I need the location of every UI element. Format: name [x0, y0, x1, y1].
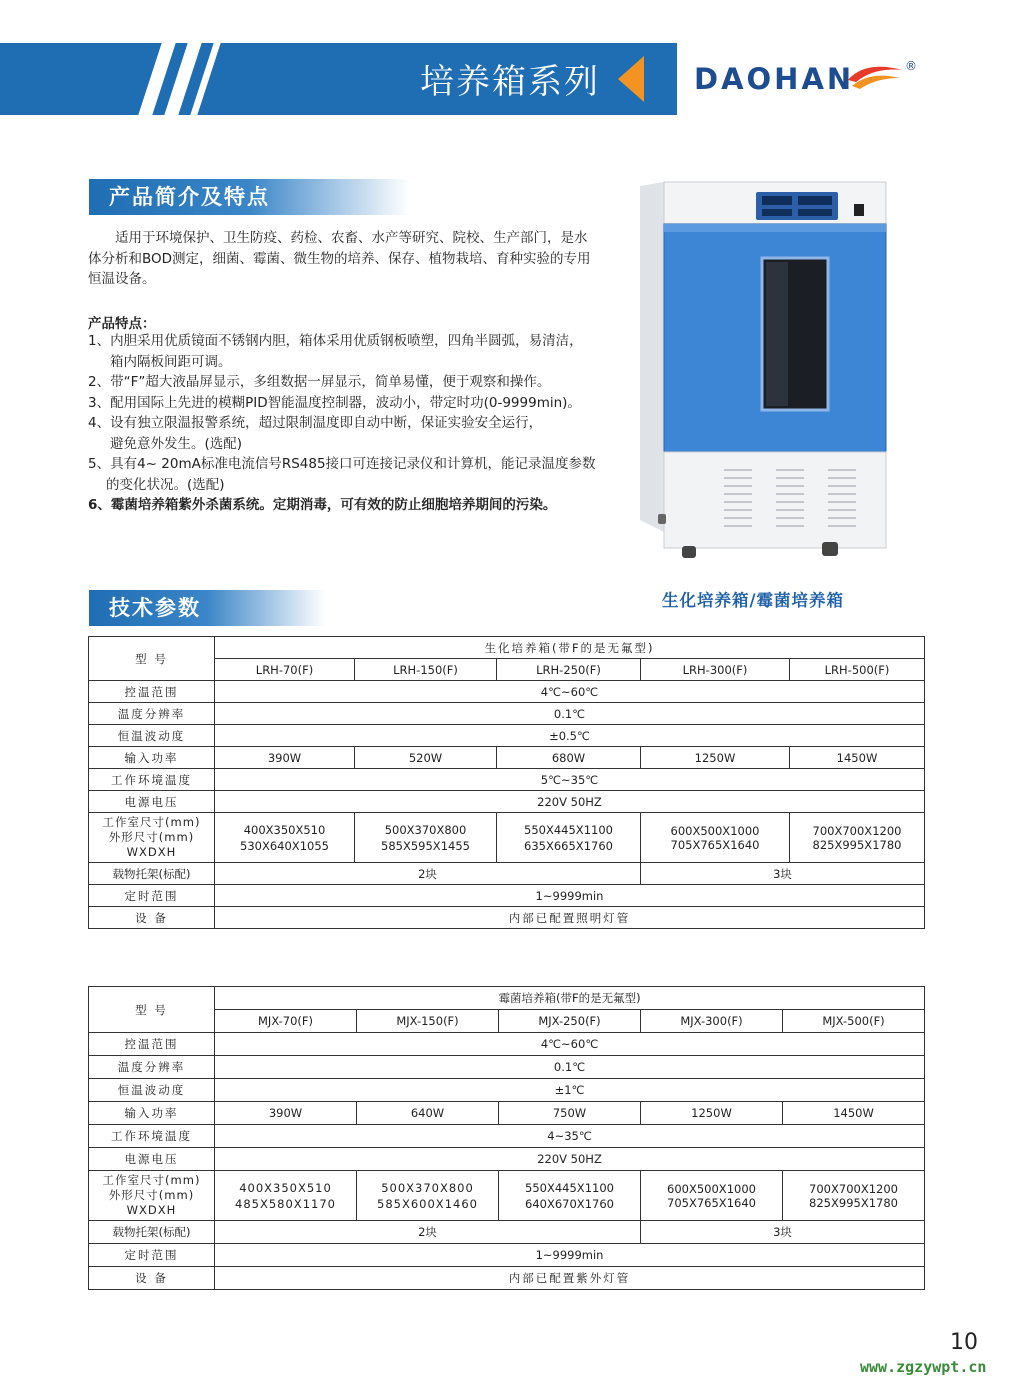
dims-label-line: 工作室尺寸(mm) [102, 1173, 201, 1187]
outer-size: 485X580X1170 [235, 1196, 336, 1211]
row-label: 控温范围 [89, 681, 215, 703]
outer-size: 825X995X1780 [812, 837, 902, 852]
page-number: 10 [950, 1330, 978, 1355]
chamber-size: 400X350X510 [239, 1180, 332, 1195]
dims-cell [215, 813, 355, 863]
row-value: 220V 50HZ [215, 791, 925, 813]
shelves-value: 3块 [641, 1221, 925, 1244]
dims-cell [497, 813, 641, 863]
power-value: 390W [215, 1102, 357, 1125]
row-label: 电源电压 [89, 1148, 215, 1171]
chamber-size: 600X500X1000 [670, 823, 760, 838]
row-label: 设 备 [89, 1267, 215, 1290]
website-watermark: www.zgzywpt.cn [860, 1358, 987, 1376]
spec-heading: 技术参数 [89, 590, 325, 626]
outer-size: 640X670X1760 [525, 1196, 614, 1211]
model-name: LRH-70(F) [215, 659, 355, 681]
row-value: 4℃~60℃ [215, 1033, 925, 1056]
feature-item: 6、霉菌培养箱紫外杀菌系统。定期消毒，可有效的防止细胞培养期间的污染。 [88, 497, 557, 513]
power-value: 640W [357, 1102, 499, 1125]
model-name: LRH-300(F) [641, 659, 790, 681]
features-title: 产品特点： [88, 316, 156, 332]
row-value: ±0.5℃ [215, 725, 925, 747]
dims-cell [357, 1171, 499, 1221]
chamber-size: 700X700X1200 [809, 1181, 898, 1196]
power-value: 680W [497, 747, 641, 769]
model-label: 型 号 [89, 637, 215, 681]
row-value: 4~35℃ [215, 1125, 925, 1148]
outer-size: 705X765X1640 [667, 1195, 756, 1210]
row-label: 工作环境温度 [89, 769, 215, 791]
feature-list [88, 331, 598, 516]
row-label: 温度分辨率 [89, 1056, 215, 1079]
model-name: LRH-150(F) [355, 659, 497, 681]
chamber-size: 400X350X510 [243, 822, 326, 837]
feature-item: 1、内胆采用优质镜面不锈钢内胆，箱体采用优质钢板喷塑，四角半圆弧，易清洁， 箱内隔板间距可调。 [88, 333, 583, 370]
chamber-size: 700X700X1200 [812, 823, 902, 838]
power-value: 520W [355, 747, 497, 769]
intro-heading: 产品简介及特点 [89, 179, 409, 215]
outer-size: 585X600X1460 [377, 1196, 478, 1211]
feature-item: 2、带“F”超大液晶屏显示，多组数据一屏显示，简单易懂，便于观察和操作。 [88, 374, 551, 390]
chamber-size: 550X445X1100 [525, 1180, 614, 1195]
dims-cell [641, 1171, 783, 1221]
group-title: 霉菌培养箱(带F的是无氟型) [215, 987, 925, 1010]
dims-cell [790, 813, 925, 863]
spec-table-lrh [88, 636, 925, 929]
row-value: 5℃~35℃ [215, 769, 925, 791]
arrow-left-icon [618, 56, 644, 102]
chamber-size: 500X370X800 [384, 822, 467, 837]
dims-label-line: 外形尺寸(mm) [108, 830, 195, 844]
row-label: 载物托架(标配) [89, 1221, 215, 1244]
row-value: 0.1℃ [215, 1056, 925, 1079]
row-label: 设 备 [89, 907, 215, 929]
incubator-product-image [636, 180, 891, 562]
chamber-size: 550X445X1100 [524, 822, 613, 837]
power-value: 390W [215, 747, 355, 769]
dims-cell [355, 813, 497, 863]
outer-size: 825X995X1780 [809, 1195, 898, 1210]
flame-logo-icon [846, 62, 906, 92]
row-value: ±1℃ [215, 1079, 925, 1102]
row-value: 220V 50HZ [215, 1148, 925, 1171]
row-label: 载物托架(标配) [89, 863, 215, 885]
chamber-size: 500X370X800 [381, 1180, 474, 1195]
outer-size: 585X595X1455 [381, 838, 470, 853]
dims-cell [641, 813, 790, 863]
outer-size: 635X665X1760 [524, 838, 613, 853]
row-label: 控温范围 [89, 1033, 215, 1056]
outer-size: 705X765X1640 [670, 837, 760, 852]
model-name: MJX-500(F) [783, 1010, 925, 1033]
row-label: 恒温波动度 [89, 1079, 215, 1102]
spec-table-mjx [88, 986, 925, 1290]
model-name: LRH-250(F) [497, 659, 641, 681]
feature-item: 4、设有独立限温报警系统，超过限制温度即自动中断，保证实验安全运行， 避免意外发生。(选配) [88, 415, 543, 452]
model-label: 型 号 [89, 987, 215, 1033]
model-name: MJX-300(F) [641, 1010, 783, 1033]
model-name: MJX-150(F) [357, 1010, 499, 1033]
shelves-value: 2块 [215, 1221, 641, 1244]
dims-cell [783, 1171, 925, 1221]
dims-label [89, 813, 215, 863]
row-value: 内部已配置紫外灯管 [215, 1267, 925, 1290]
row-value: 1~9999min [215, 885, 925, 907]
row-label: 温度分辨率 [89, 703, 215, 725]
row-value: 1~9999min [215, 1244, 925, 1267]
model-name: LRH-500(F) [790, 659, 925, 681]
dims-cell [499, 1171, 641, 1221]
registered-mark: ® [905, 59, 917, 73]
dims-label-line: 工作室尺寸(mm) [102, 815, 201, 829]
dims-label [89, 1171, 215, 1221]
shelves-value: 3块 [641, 863, 925, 885]
row-label: 输入功率 [89, 1102, 215, 1125]
power-value: 1250W [641, 1102, 783, 1125]
row-value: 0.1℃ [215, 703, 925, 725]
power-value: 750W [499, 1102, 641, 1125]
model-name: MJX-250(F) [499, 1010, 641, 1033]
model-name: MJX-70(F) [215, 1010, 357, 1033]
row-label: 定时范围 [89, 885, 215, 907]
row-label: 定时范围 [89, 1244, 215, 1267]
product-description: 适用于环境保护、卫生防疫、药检、农畜、水产等研究、院校、生产部门，是水体分析和BOD测定，细菌、霉菌、微生物的培养、保存、植物栽培、育种实验的专用恒温设备。 [88, 230, 591, 287]
chamber-size: 600X500X1000 [667, 1181, 756, 1196]
power-value: 1450W [783, 1102, 925, 1125]
row-label: 工作环境温度 [89, 1125, 215, 1148]
dims-label-line: WXDXH [126, 845, 177, 859]
dims-label-line: 外形尺寸(mm) [108, 1188, 195, 1202]
brand-logo-text: DAOHAN [694, 62, 855, 96]
outer-size: 530X640X1055 [240, 838, 329, 853]
row-label: 恒温波动度 [89, 725, 215, 747]
product-caption: 生化培养箱/霉菌培养箱 [662, 591, 845, 610]
group-title: 生化培养箱(带F的是无氟型) [215, 637, 925, 659]
row-value: 内部已配置照明灯管 [215, 907, 925, 929]
power-value: 1450W [790, 747, 925, 769]
feature-item: 3、配用国际上先进的模糊PID智能温度控制器，波动小，带定时功(0-9999min)。 [88, 394, 581, 411]
feature-item: 5、具有4~ 20mA标准电流信号RS485接口可连接记录仪和计算机，能记录温度参数 的变化状况。(选配) [88, 456, 596, 493]
row-label: 电源电压 [89, 791, 215, 813]
dims-cell [215, 1171, 357, 1221]
power-value: 1250W [641, 747, 790, 769]
dims-label-line: WXDXH [126, 1203, 177, 1217]
shelves-value: 2块 [215, 863, 641, 885]
row-value: 4℃~60℃ [215, 681, 925, 703]
row-label: 输入功率 [89, 747, 215, 769]
series-title: 培养箱系列 [420, 62, 600, 102]
